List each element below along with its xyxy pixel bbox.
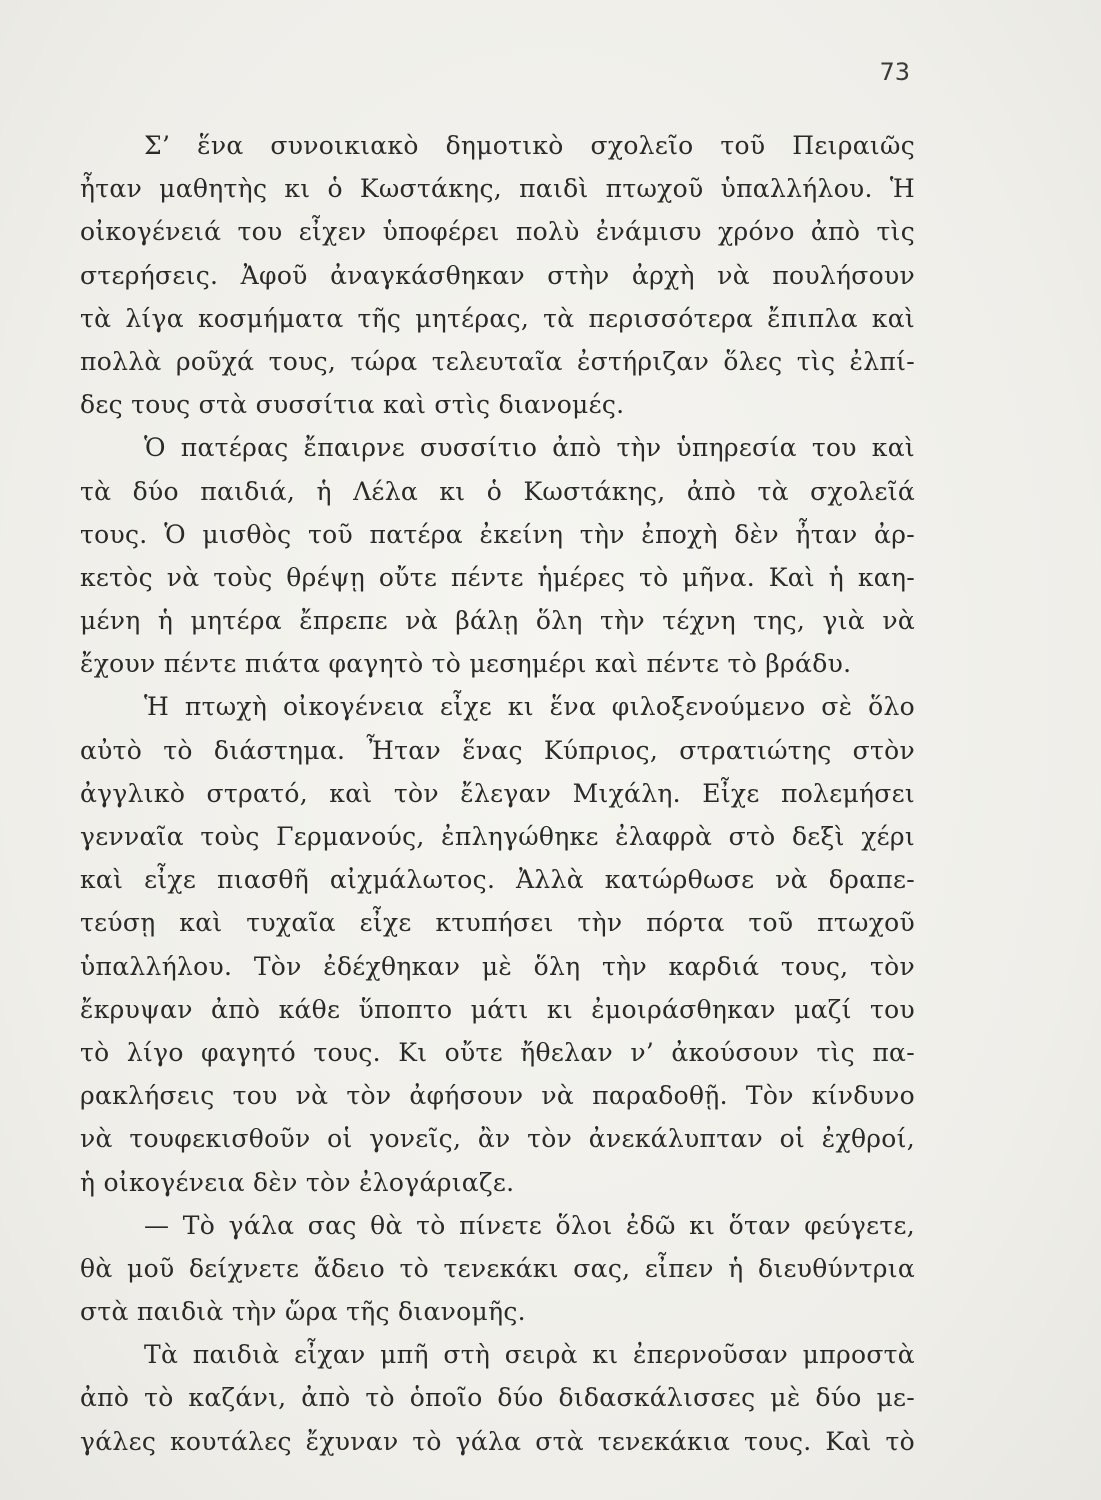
- text-line: αὐτὸ τὸ διάστημα. Ἦταν ἕνας Κύπριος, στρατιώτης στὸν: [80, 735, 915, 765]
- text-line: καὶ εἶχε πιασθῆ αἰχμάλωτος. Ἀλλὰ κατώρθωσε νὰ δραπε-: [80, 865, 915, 895]
- text-line: γάλες κουτάλες ἔχυναν τὸ γάλα στὰ τενεκάκια τους. Καὶ τὸ: [80, 1426, 915, 1456]
- body-text: [80, 124, 915, 1463]
- text-line: οἰκογένειά του εἶχεν ὑποφέρει πολὺ ἐνάμισυ χρόνο ἀπὸ τὶς: [80, 217, 915, 247]
- text-line: τὰ δύο παιδιά, ἡ Λέλα κι ὁ Κωστάκης, ἀπὸ τὰ σχολεῖά: [80, 476, 915, 506]
- text-line: ἡ οἰκογένεια δὲν τὸν ἐλογάριαζε.: [80, 1167, 515, 1197]
- text-line: στὰ παιδιὰ τὴν ὥρα τῆς διανομῆς.: [80, 1297, 526, 1327]
- text-line: Ἡ πτωχὴ οἰκογένεια εἶχε κι ἕνα φιλοξενούμενο σὲ ὅλο: [144, 692, 915, 722]
- text-line: νὰ τουφεκισθοῦν οἱ γονεῖς, ἂν τὸν ἀνεκάλυπταν οἱ ἐχθροί,: [80, 1124, 915, 1154]
- page-number: 73: [879, 58, 910, 86]
- text-line: ὑπαλλήλου. Τὸν ἐδέχθηκαν μὲ ὅλη τὴν καρδιά τους, τὸν: [80, 951, 915, 981]
- text-line: ἀγγλικὸ στρατό, καὶ τὸν ἔλεγαν Μιχάλη. Εἶχε πολεμήσει: [80, 778, 915, 808]
- text-line: Τὰ παιδιὰ εἶχαν μπῆ στὴ σειρὰ κι ἐπερνοῦσαν μπροστὰ: [144, 1340, 915, 1370]
- text-line: ἔκρυψαν ἀπὸ κάθε ὕποπτο μάτι κι ἐμοιράσθηκαν μαζί του: [80, 994, 915, 1024]
- text-line: ἀπὸ τὸ καζάνι, ἀπὸ τὸ ὁποῖο δύο διδασκάλισσες μὲ δύο με-: [80, 1383, 915, 1413]
- text-line: θὰ μοῦ δείχνετε ἄδειο τὸ τενεκάκι σας, εἶπεν ἡ διευθύντρια: [80, 1253, 915, 1283]
- text-line: κετὸς νὰ τοὺς θρέψῃ οὔτε πέντε ἡμέρες τὸ μῆνα. Καὶ ἡ καη-: [80, 562, 915, 592]
- text-line: τὰ λίγα κοσμήματα τῆς μητέρας, τὰ περισσότερα ἔπιπλα καὶ: [80, 303, 915, 333]
- text-line: Ὁ πατέρας ἔπαιρνε συσσίτιο ἀπὸ τὴν ὑπηρεσία του καὶ: [144, 433, 915, 463]
- text-line: τὸ λίγο φαγητό τους. Κι οὔτε ἤθελαν ν’ ἀκούσουν τὶς πα-: [80, 1037, 915, 1067]
- text-line: στερήσεις. Ἀφοῦ ἀναγκάσθηκαν στὴν ἀρχὴ νὰ πουλήσουν: [80, 260, 915, 290]
- text-line: μένη ἡ μητέρα ἔπρεπε νὰ βάλῃ ὅλη τὴν τέχνη της, γιὰ νὰ: [80, 606, 915, 636]
- text-line: τους. Ὁ μισθὸς τοῦ πατέρα ἐκείνη τὴν ἐποχὴ δὲν ἦταν ἀρ-: [80, 519, 915, 549]
- text-line: γενναῖα τοὺς Γερμανούς, ἐπληγώθηκε ἐλαφρὰ στὸ δεξὶ χέρι: [80, 822, 915, 851]
- text-line: πολλὰ ροῦχά τους, τώρα τελευταῖα ἐστήριζαν ὅλες τὶς ἐλπί-: [80, 346, 915, 376]
- text-line: ἦταν μαθητὴς κι ὁ Κωστάκης, παιδὶ πτωχοῦ ὑπαλλήλου. Ἡ: [80, 174, 915, 204]
- text-line: δες τους στὰ συσσίτια καὶ στὶς διανομές.: [80, 390, 625, 420]
- text-line: Σ’ ἕνα συνοικιακὸ δημοτικὸ σχολεῖο τοῦ Πειραιῶς: [144, 131, 915, 160]
- text-line: ἔχουν πέντε πιάτα φαγητὸ τὸ μεσημέρι καὶ πέντε τὸ βράδυ.: [80, 649, 852, 679]
- text-line: — Τὸ γάλα σας θὰ τὸ πίνετε ὅλοι ἐδῶ κι ὅταν φεύγετε,: [144, 1210, 915, 1240]
- text-line: τεύσῃ καὶ τυχαῖα εἶχε κτυπήσει τὴν πόρτα τοῦ πτωχοῦ: [80, 908, 915, 938]
- text-line: ρακλήσεις του νὰ τὸν ἀφήσουν νὰ παραδοθῇ. Τὸν κίνδυνο: [80, 1081, 915, 1111]
